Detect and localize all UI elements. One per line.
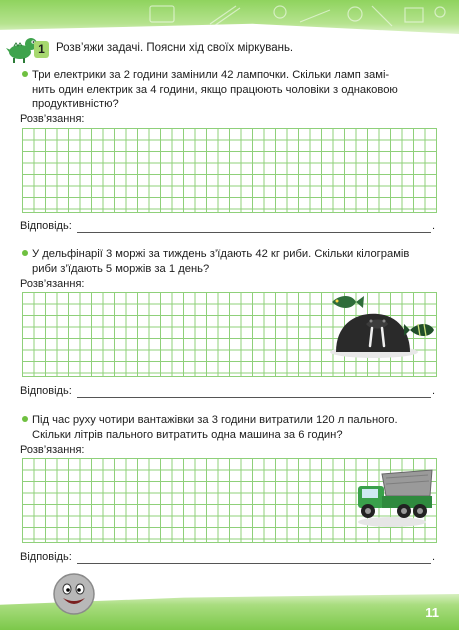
solution-label: Розв’язання: xyxy=(20,278,85,290)
answer-label: Відповідь: xyxy=(20,551,72,563)
dump-truck-illustration xyxy=(352,466,436,528)
answer-label: Відповідь: xyxy=(20,385,72,397)
answer-end: . xyxy=(432,551,436,563)
problem-line: Три електрики за 2 години замінили 42 лампочки. Скільки ламп замі- xyxy=(22,68,442,83)
problem-3-text xyxy=(22,413,442,442)
task-number-badge: 1 xyxy=(34,41,49,58)
problem-line: У дельфінарії 3 моржі за тиждень з’їдають 42 кг риби. Скільки кілограмів xyxy=(22,247,442,262)
problem-1-text xyxy=(22,68,442,112)
answer-line-2[interactable] xyxy=(77,397,431,398)
problem-line: Скільки літрів пального витратить одна машина за 6 годин? xyxy=(32,428,343,441)
smiley-face-icon xyxy=(52,572,96,616)
school-supplies-pattern xyxy=(0,0,459,34)
bullet-icon xyxy=(22,71,28,77)
problem-line: риби з’їдають 5 моржів за 1 день? xyxy=(32,262,210,275)
bullet-icon xyxy=(22,416,28,422)
answer-label: Відповідь: xyxy=(20,220,72,232)
walrus-with-fish-illustration xyxy=(326,294,438,358)
answer-line-1[interactable] xyxy=(77,232,431,233)
answer-line-3[interactable] xyxy=(77,563,431,564)
solution-grid-1[interactable] xyxy=(22,128,437,213)
solution-label: Розв’язання: xyxy=(20,113,85,125)
page-number: 11 xyxy=(425,605,439,620)
problem-line: нить один електрик за 4 години, якщо працюють чоловіки з однаковою xyxy=(32,83,398,96)
problem-line: продуктивністю? xyxy=(32,98,119,110)
answer-end: . xyxy=(432,220,436,232)
task-instruction: Розв’яжи задачі. Поясни хід своїх міркувань. xyxy=(56,42,294,54)
problem-2-text xyxy=(22,247,442,276)
solution-label: Розв’язання: xyxy=(20,444,85,456)
answer-end: . xyxy=(432,385,436,397)
bullet-icon xyxy=(22,250,28,256)
header-band xyxy=(0,0,459,34)
problem-line: Під час руху чотири вантажівки за 3 години витратили 120 л пального. xyxy=(22,413,442,428)
